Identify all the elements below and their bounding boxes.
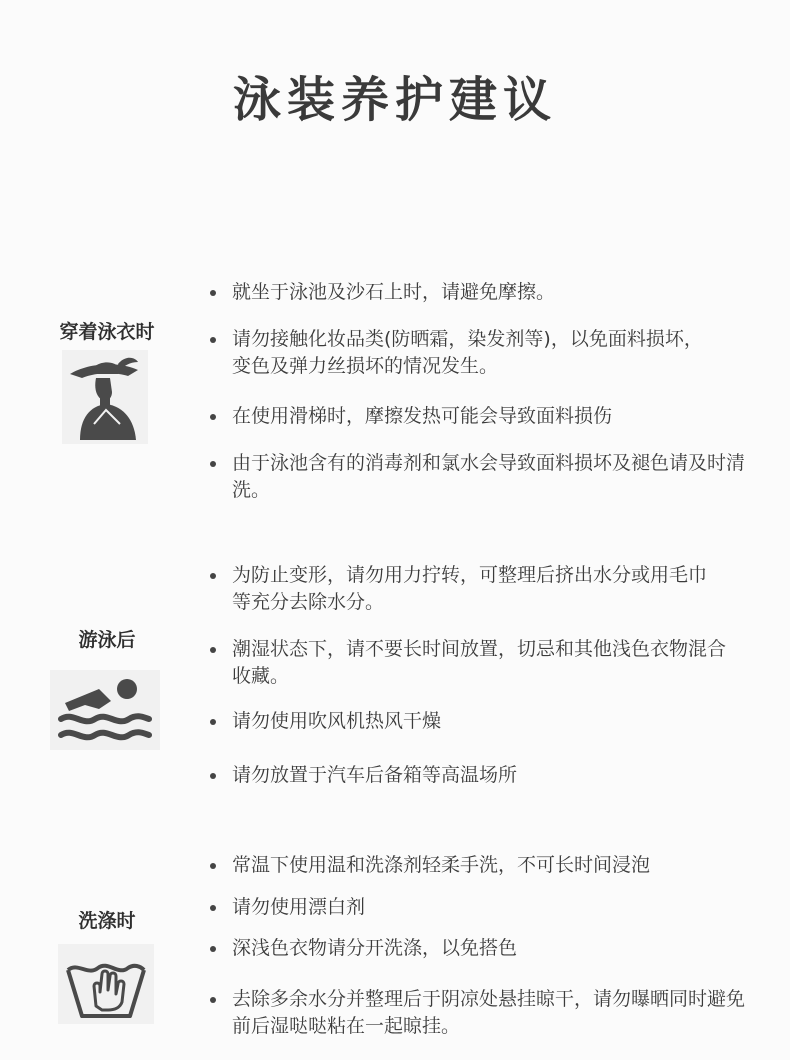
- bullet-dot: [210, 719, 216, 725]
- bullet-dot: [210, 290, 216, 296]
- tip-item: 深浅色衣物请分开洗涤，以免搭色: [210, 935, 770, 962]
- tip-item: 就坐于泳池及沙石上时，请避免摩擦。: [210, 279, 770, 306]
- tip-item: 请勿放置于汽车后备箱等高温场所: [210, 762, 770, 789]
- bullet-dot: [210, 905, 216, 911]
- section-label-wearing: 穿着泳衣时: [59, 321, 155, 343]
- tip-item: 由于泳池含有的消毒剂和氯水会导致面料损坏及褪色请及时清洗。: [210, 450, 750, 504]
- tip-item: 常温下使用温和洗涤剂轻柔手洗，不可长时间浸泡: [210, 852, 770, 879]
- bullet-dot: [210, 414, 216, 420]
- bullet-dot: [210, 461, 216, 467]
- bullet-dot: [210, 773, 216, 779]
- tip-item: 请勿使用漂白剂: [210, 894, 770, 921]
- bullet-dot: [210, 647, 216, 653]
- bullet-dot: [210, 997, 216, 1003]
- bullet-dot: [210, 573, 216, 579]
- section-label-washing: 洗涤时: [78, 910, 136, 932]
- bullet-dot: [210, 863, 216, 869]
- woman-with-hat-icon: [62, 350, 148, 444]
- bullet-dot: [210, 337, 216, 343]
- swimmer-icon: [50, 670, 160, 750]
- bullet-dot: [210, 946, 216, 952]
- hand-wash-icon: [58, 944, 154, 1024]
- tip-item: 潮湿状态下，请不要长时间放置，切忌和其他浅色衣物混合收藏。: [210, 636, 730, 690]
- tip-item: 请勿使用吹风机热风干燥: [210, 708, 770, 735]
- tip-item: 在使用滑梯时，摩擦发热可能会导致面料损伤: [210, 403, 770, 430]
- tip-item: 请勿接触化妆品类(防晒霜，染发剂等)，以免面料损坏，变色及弹力丝损坏的情况发生。: [210, 326, 710, 380]
- page-title: 泳装养护建议: [232, 72, 557, 128]
- tip-item: 为防止变形，请勿用力拧转，可整理后挤出水分或用毛巾等充分去除水分。: [210, 562, 720, 616]
- tip-item: 去除多余水分并整理后于阴凉处悬挂晾干，请勿曝晒同时避免前后湿哒哒粘在一起晾挂。: [210, 986, 760, 1040]
- section-label-after-swim: 游泳后: [78, 629, 136, 651]
